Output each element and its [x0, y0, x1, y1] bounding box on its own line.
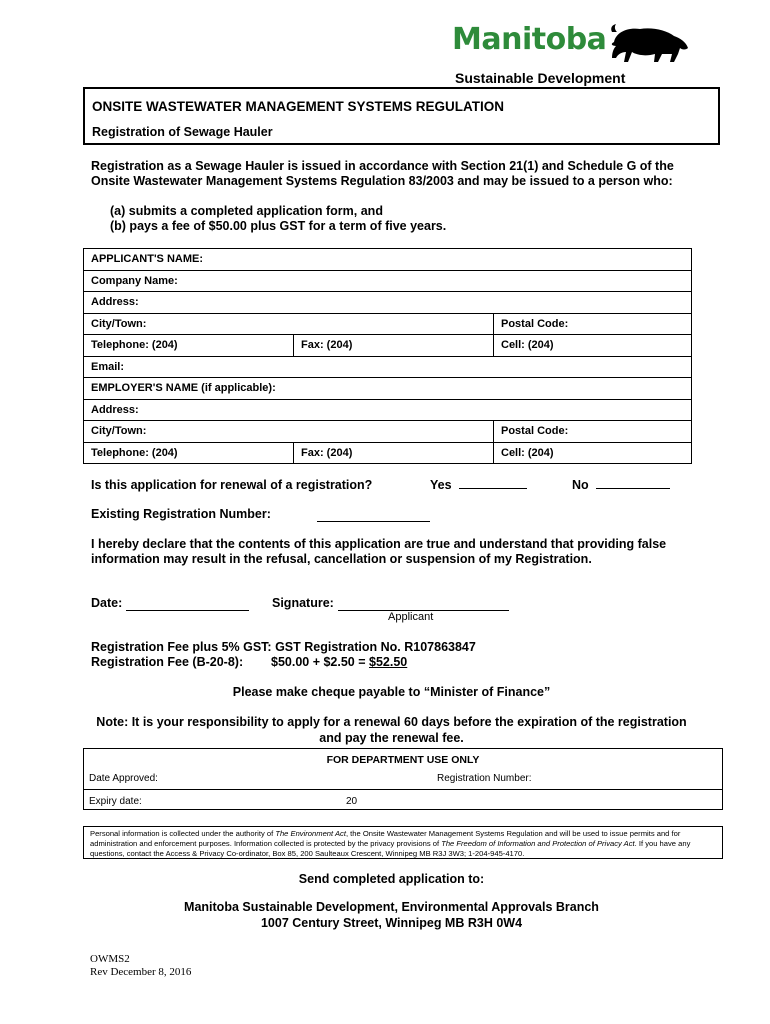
- date-blank[interactable]: [126, 596, 249, 611]
- renewal-no-label: No: [572, 478, 589, 492]
- renewal-note-line-2: and pay the renewal fee.: [319, 731, 464, 745]
- renewal-no-blank[interactable]: [596, 488, 670, 489]
- employer-telephone-field[interactable]: Telephone: (204): [84, 442, 294, 464]
- department-use-header: FOR DEPARTMENT USE ONLY: [326, 754, 480, 766]
- expiry-year-prefix: 20: [346, 796, 358, 807]
- fee-total: $52.50: [369, 655, 408, 669]
- revision-date: Rev December 8, 2016: [90, 966, 192, 978]
- intro-line-1: Registration as a Sewage Hauler is issued in accordance with Section 21(1) and Schedule G of the: [91, 159, 674, 173]
- renewal-yes: [430, 478, 527, 493]
- declaration-paragraph: [91, 537, 666, 567]
- privacy-notice: [83, 826, 723, 859]
- bison-logo-icon: [608, 24, 690, 64]
- send-address: [83, 899, 700, 931]
- privacy-text-2: , the Onsite Wastewater Management Systems Regulation and will be used to issue permits and for administration and enforcement purposes. Information collected is protected by the privacy provisions of: [90, 829, 681, 848]
- registration-number-label: Registration Number:: [437, 773, 532, 784]
- employer-postal-code-field[interactable]: Postal Code:: [494, 421, 692, 443]
- cell-field[interactable]: Cell: (204): [494, 335, 692, 357]
- renewal-yes-label: Yes: [430, 478, 452, 492]
- company-name-field[interactable]: Company Name:: [84, 270, 692, 292]
- renewal-note: [83, 714, 700, 746]
- renewal-question: Is this application for renewal of a registration?: [91, 478, 373, 492]
- requirement-a: (a) submits a completed application form, and: [110, 204, 383, 218]
- requirement-b: (b) pays a fee of $50.00 plus GST for a term of five years.: [110, 219, 447, 233]
- signature-label: Signature:: [272, 596, 334, 610]
- send-address-line-1: Manitoba Sustainable Development, Environmental Approvals Branch: [184, 900, 599, 914]
- form-subtitle: Registration of Sewage Hauler: [92, 125, 273, 139]
- renewal-no: [572, 478, 670, 493]
- date-approved-label: Date Approved:: [89, 773, 158, 784]
- privacy-act-2: The Freedom of Information and Protection of Privacy Act: [441, 839, 635, 848]
- department-name: Sustainable Development: [455, 70, 626, 86]
- existing-registration-label: Existing Registration Number:: [91, 507, 271, 521]
- signature-blank[interactable]: [338, 596, 509, 611]
- employer-city-town-field[interactable]: City/Town:: [84, 421, 494, 443]
- requirements-list: [110, 204, 446, 234]
- intro-line-2: Onsite Wastewater Management Systems Regulation 83/2003 and may be issued to a person who:: [91, 174, 673, 188]
- renewal-note-line-1: Note: It is your responsibility to apply for a renewal 60 days before the expiration of the registration: [96, 715, 687, 729]
- privacy-text-1: Personal information is collected under the authority of: [90, 829, 276, 838]
- applicant-caption: Applicant: [388, 611, 434, 623]
- intro-paragraph: [91, 159, 674, 189]
- form-code: OWMS2: [90, 953, 130, 965]
- fee-calculation: $50.00 + $2.50 =: [271, 655, 370, 669]
- employer-cell-field[interactable]: Cell: (204): [494, 442, 692, 464]
- address-field[interactable]: Address:: [84, 292, 692, 314]
- fee-line-2-amount: [271, 655, 407, 670]
- applicant-form-table: [83, 248, 692, 464]
- form-title: ONSITE WASTEWATER MANAGEMENT SYSTEMS REGULATION: [92, 99, 505, 114]
- declaration-line-1: I hereby declare that the contents of this application are true and understand that providing false: [91, 537, 667, 551]
- email-field[interactable]: Email:: [84, 356, 692, 378]
- telephone-field[interactable]: Telephone: (204): [84, 335, 294, 357]
- department-use-row-1: [84, 767, 722, 790]
- declaration-line-2: information may result in the refusal, cancellation or suspension of my Registration.: [91, 552, 592, 566]
- manitoba-logo-text: Manitoba: [452, 22, 607, 57]
- applicant-name-field[interactable]: APPLICANT'S NAME:: [84, 249, 692, 271]
- employer-name-field[interactable]: EMPLOYER'S NAME (if applicable):: [84, 378, 692, 400]
- expiry-date-label: Expiry date:: [89, 796, 142, 807]
- date-label: Date:: [91, 596, 123, 610]
- fax-field[interactable]: Fax: (204): [294, 335, 494, 357]
- existing-registration-blank[interactable]: [317, 507, 430, 522]
- send-heading: Send completed application to:: [298, 872, 485, 886]
- title-box: [83, 87, 720, 145]
- fee-line-2-label: Registration Fee (B-20-8):: [91, 655, 244, 669]
- employer-fax-field[interactable]: Fax: (204): [294, 442, 494, 464]
- renewal-yes-blank[interactable]: [459, 488, 527, 489]
- city-town-field[interactable]: City/Town:: [84, 313, 494, 335]
- cheque-instruction: Please make cheque payable to “Minister of Finance”: [232, 685, 551, 699]
- privacy-text-3: . If you have any questions, contact the Access & Privacy Co-ordinator, Box 85, 200 Saulteaux Crescent, Winnipeg MB R3J 3W3; 1-204-945-4170.: [90, 839, 691, 858]
- postal-code-field[interactable]: Postal Code:: [494, 313, 692, 335]
- send-address-line-2: 1007 Century Street, Winnipeg MB R3H 0W4: [260, 916, 523, 930]
- department-use-box: [83, 748, 723, 810]
- employer-address-field[interactable]: Address:: [84, 399, 692, 421]
- fee-line-1: Registration Fee plus 5% GST: GST Registration No. R107863847: [91, 640, 476, 654]
- privacy-act-1: The Environment Act: [275, 829, 346, 838]
